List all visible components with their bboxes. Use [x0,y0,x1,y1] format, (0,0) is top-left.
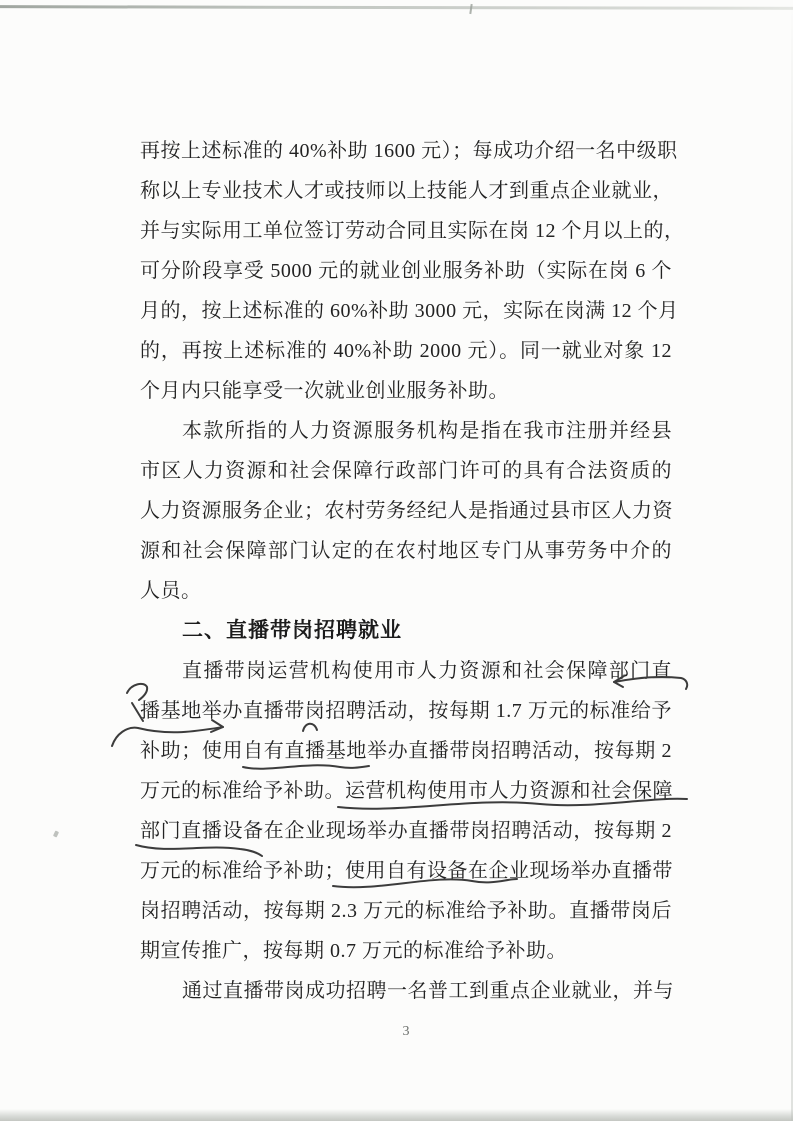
scan-edge-bottom [0,1109,793,1121]
text-line: 万元的标准给予补助。运营机构使用市人力资源和社会保障 [140,780,673,802]
page-number: 3 [402,1024,410,1039]
text-line: 人员。 [140,580,202,602]
section-heading: 二、直播带岗招聘就业 [182,619,402,642]
text-line: 源和社会保障部门认定的在农村地区专门从事劳务中介的 [140,540,672,562]
text-line: 播基地举办直播带岗招聘活动，按每期 1.7 万元的标准给予 [140,700,672,722]
text-line: 个月内只能享受一次就业创业服务补助。 [140,380,509,402]
text-line: 期宣传推广，按每期 0.7 万元的标准给予补助。 [140,940,567,962]
text-line: 部门直播设备在企业现场举办直播带岗招聘活动，按每期 2 [140,820,672,842]
text-line: 月的，按上述标准的 60%补助 3000 元，实际在岗满 12 个月 [140,300,679,322]
text-line: 再按上述标准的 40%补助 1600 元）；每成功介绍一名中级职 [140,140,678,162]
text-line: 本款所指的人力资源服务机构是指在我市注册并经县 [182,420,672,442]
document-body [140,131,685,1011]
scan-edge-top [0,5,793,10]
text-line: 的，再按上述标准的 40%补助 2000 元）。同一就业对象 12 [140,340,672,362]
text-line: 称以上专业技术人才或技师以上技能人才到重点企业就业， [140,180,673,202]
text-line: 人力资源服务企业；农村劳务经纪人是指通过县市区人力资 [140,500,673,522]
text-line: 可分阶段享受 5000 元的就业创业服务补助（实际在岗 6 个 [140,260,672,282]
text-line: 岗招聘活动，按每期 2.3 万元的标准给予补助。直播带岗后 [140,900,672,922]
text-line: 直播带岗运营机构使用市人力资源和社会保障部门直 [182,660,672,682]
scan-speck [53,830,59,837]
text-line: 补助；使用自有直播基地举办直播带岗招聘活动，按每期 2 [140,740,672,762]
text-line: 万元的标准给予补助；使用自有设备在企业现场举办直播带 [140,860,673,882]
text-line: 市区人力资源和社会保障行政部门许可的具有合法资质的 [140,460,672,482]
text-line: 并与实际用工单位签订劳动合同且实际在岗 12 个月以上的， [140,220,685,242]
text-line: 通过直播带岗成功招聘一名普工到重点企业就业，并与 [182,980,674,1002]
